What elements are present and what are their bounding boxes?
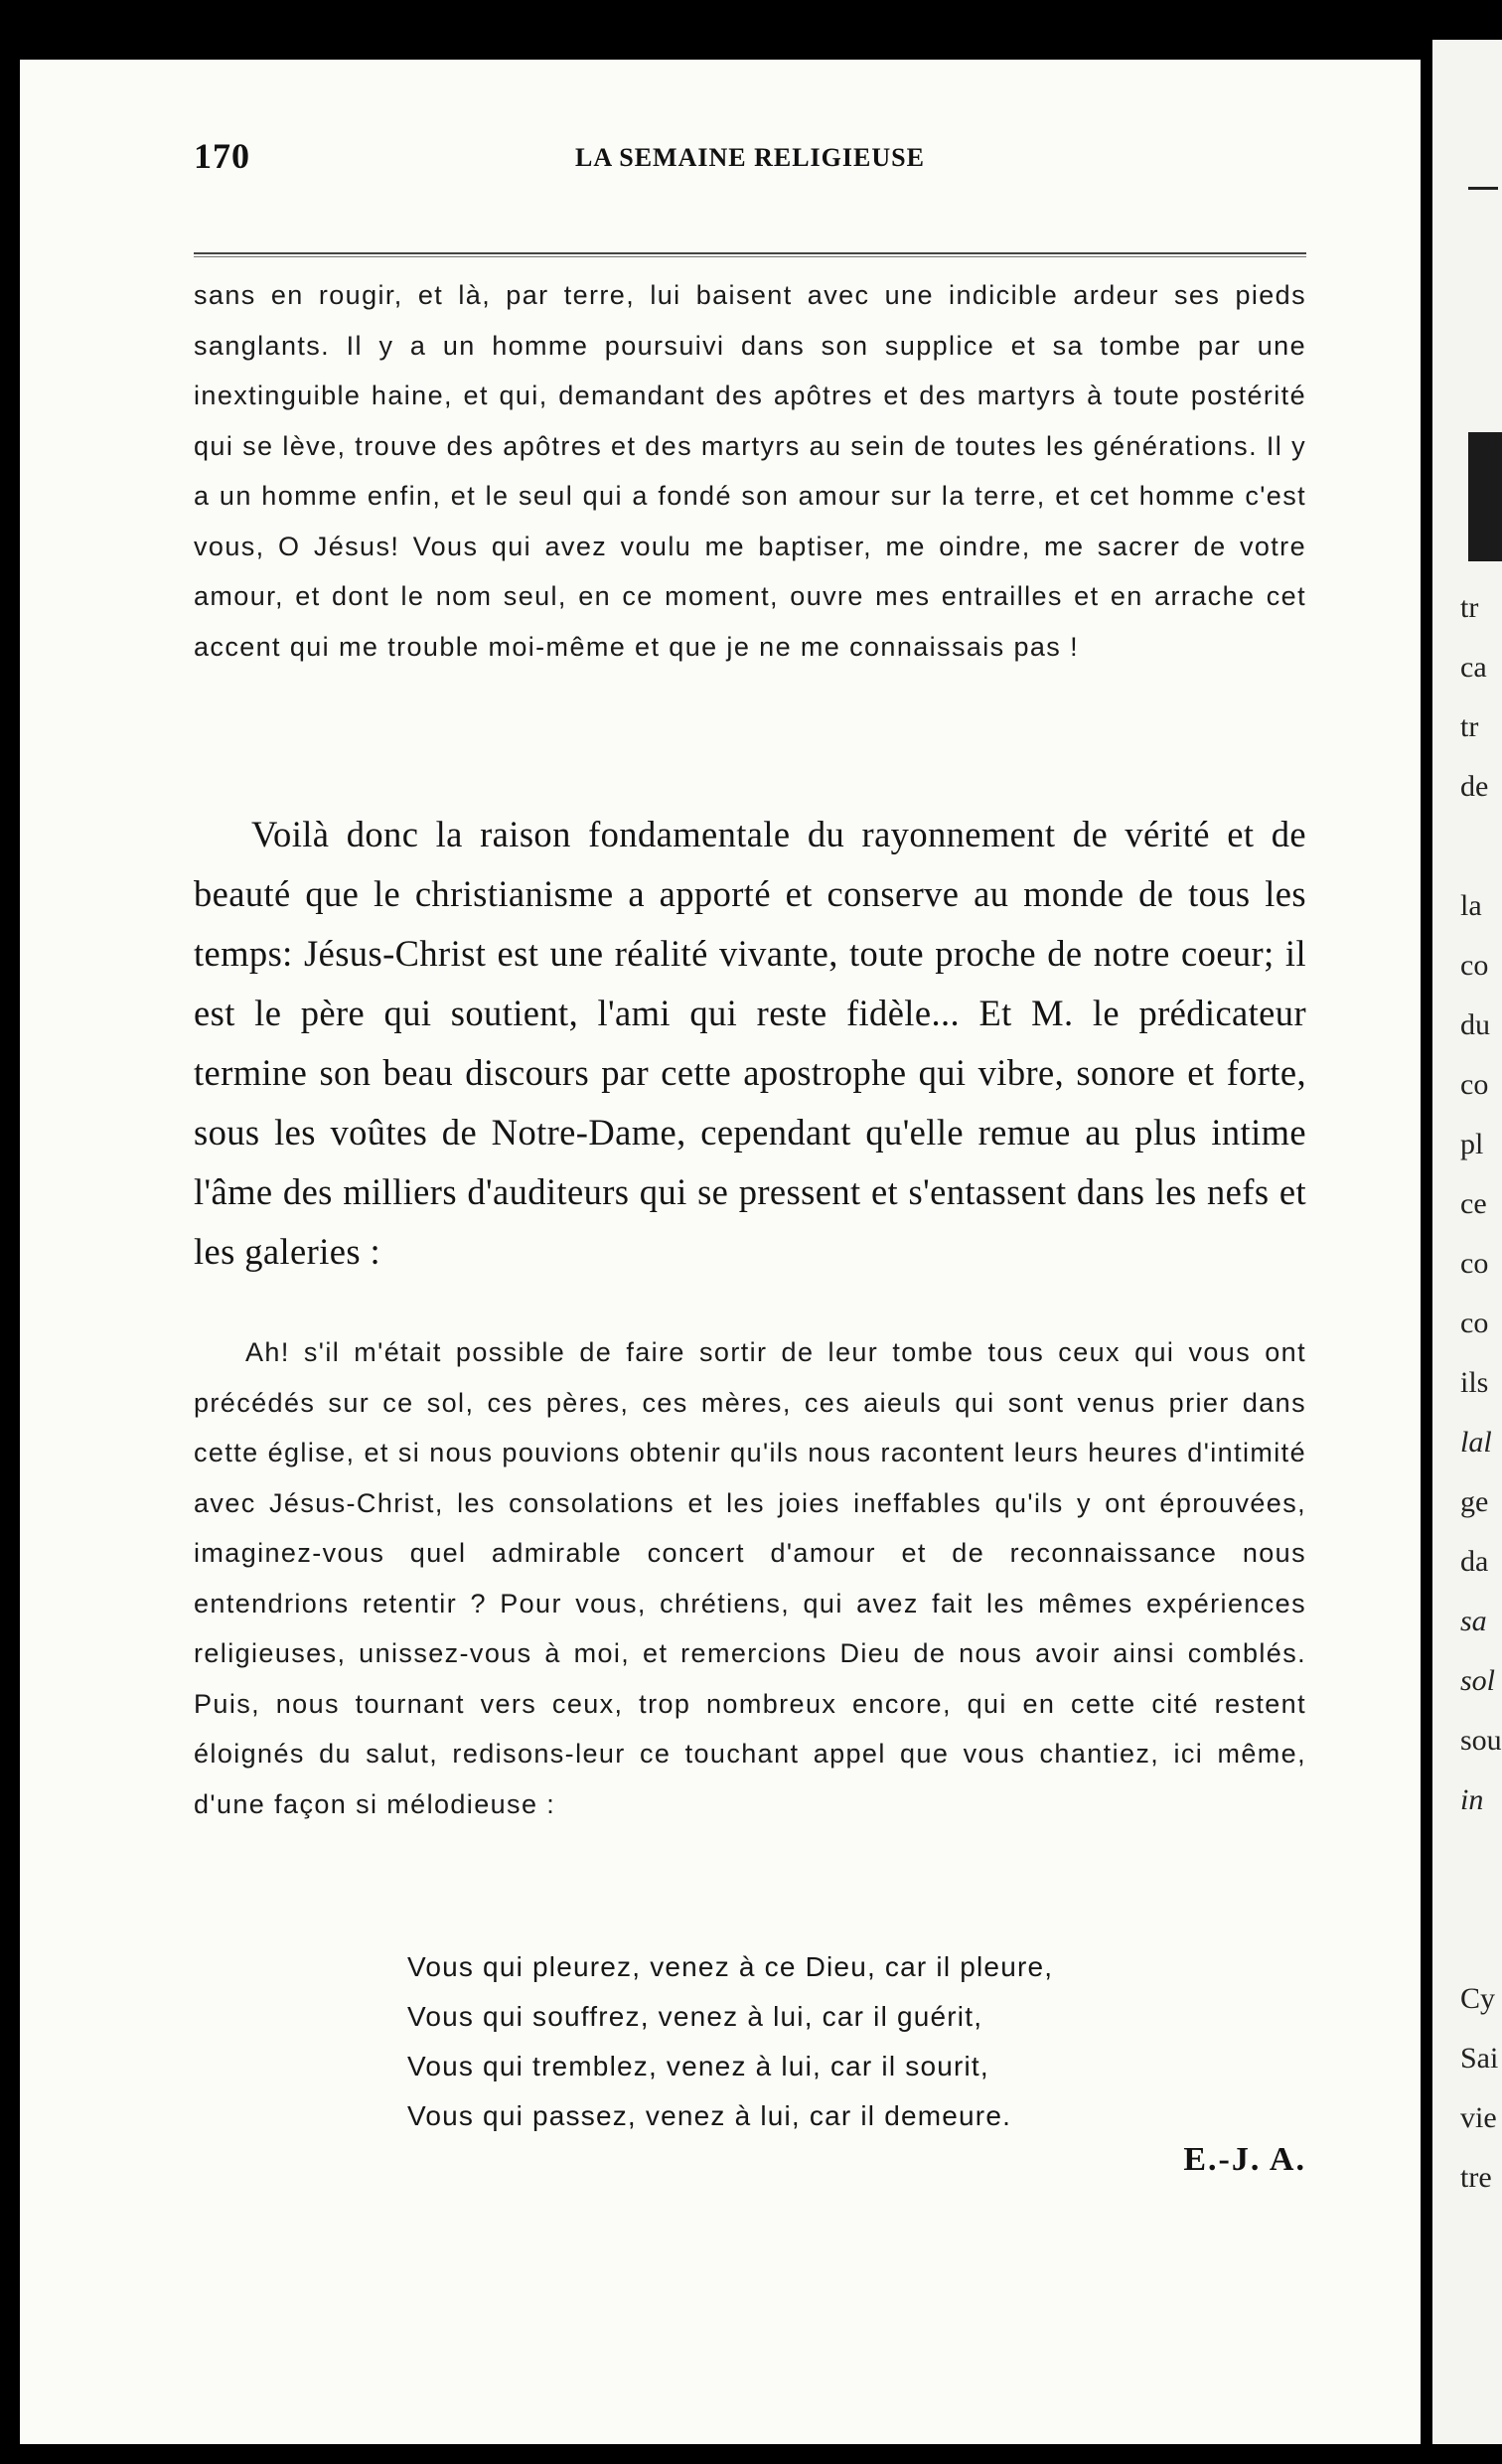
- paragraph-text-1: sans en rougir, et là, par terre, lui baisent avec une indicible ardeur ses pieds sanglants. Il y a un homme poursuivi dans son supplice et sa tombe par une inextinguible haine, et qui, demandant des apôtres et des martyrs à toute postérité qui se lève, trouve des apôtres et des martyrs au sein de toutes les générations. Il y a un homme enfin, et le seul qui a fondé son amour sur la terre, et cet homme c'est vous, O Jésus! Vous qui avez voulu me baptiser, me oindre, me sacrer de votre amour, et dont le nom seul, en ce moment, ouvre mes entrailles et en arrache cet accent qui me trouble moi-même et que je ne me connaissais pas !: [194, 280, 1306, 662]
- adjacent-fragment: de: [1460, 770, 1489, 803]
- sermon-quote: [194, 1327, 1306, 1829]
- adjacent-fragment: tre: [1460, 2161, 1492, 2194]
- running-title: LA SEMAINE RELIGIEUSE: [575, 143, 925, 172]
- poem-line-4: Vous qui passez, venez à lui, car il demeure.: [407, 2100, 1012, 2131]
- poem-line-2: Vous qui souffrez, venez à lui, car il guérit,: [407, 2001, 983, 2032]
- adjacent-emblem: [1468, 432, 1502, 561]
- header-rule: [194, 252, 1306, 254]
- adjacent-fragment: la: [1460, 889, 1482, 922]
- author-signature: E.-J. A.: [1183, 2141, 1306, 2178]
- adjacent-fragment: co: [1460, 949, 1489, 982]
- poem: [407, 1942, 1281, 2141]
- adjacent-fragment: ca: [1460, 651, 1487, 684]
- poem-line-1: Vous qui pleurez, venez à ce Dieu, car il pleure,: [407, 1951, 1054, 1982]
- adjacent-fragment: ce: [1460, 1187, 1487, 1220]
- header-rule-thin: [194, 256, 1306, 257]
- adjacent-fragment: pl: [1460, 1128, 1484, 1160]
- adjacent-fragment: co: [1460, 1247, 1489, 1280]
- paragraph-continuation: [194, 270, 1306, 672]
- adjacent-fragment: ge: [1460, 1485, 1489, 1518]
- adjacent-fragment: co: [1460, 1307, 1489, 1339]
- poem-line-3: Vous qui tremblez, venez à lui, car il sourit,: [407, 2051, 989, 2081]
- adjacent-fragment: lal: [1460, 1426, 1492, 1459]
- adjacent-fragment: co: [1460, 1068, 1489, 1101]
- paragraph-main: [194, 805, 1306, 1282]
- adjacent-fragment: sol: [1460, 1664, 1496, 1697]
- adjacent-fragment: in: [1460, 1783, 1484, 1816]
- adjacent-fragment: du: [1460, 1008, 1490, 1041]
- adjacent-page-sliver: [1432, 40, 1502, 2444]
- paragraph-text-2: Voilà donc la raison fondamentale du rayonnement de vérité et de beauté que le christianisme a apporté et conserve au monde de tous les temps: Jésus-Christ est une réalité vivante, toute proche de notre coeur; il est le père qui soutient, l'ami qui reste fidèle... Et M. le prédicateur termine son beau discours par cette apostrophe qui vibre, sonore et forte, sous les voûtes de Notre-Dame, cependant qu'elle remue au plus intime l'âme des milliers d'auditeurs qui se pressent et s'entassent dans les nefs et les galeries :: [194, 814, 1306, 1272]
- adjacent-fragment: vie: [1460, 2101, 1497, 2134]
- adjacent-fragment: sou: [1460, 1724, 1502, 1757]
- adjacent-fragment: tr: [1460, 710, 1479, 743]
- page-header: [194, 135, 1306, 185]
- paragraph-text-3: Ah! s'il m'était possible de faire sortir de leur tombe tous ceux qui vous ont précédés sur ce sol, ces pères, ces mères, ces aieuls qui sont venus prier dans cette église, et si nous pouvions obtenir qu'ils nous racontent leurs heures d'intimité avec Jésus-Christ, les consolations et les joies ineffables qu'ils y ont éprouvées, imaginez-vous quel admirable concert d'amour et de reconnaissance nous entendrions retentir ? Pour vous, chrétiens, qui avez fait les mêmes expériences religieuses, unissez-vous à moi, et remercions Dieu de nous avoir ainsi comblés. Puis, nous tournant vers ceux, trop nombreux encore, qui en cette cité restent éloignés du salut, redisons-leur ce touchant appel que vous chantiez, ici même, d'une façon si mélodieuse :: [194, 1337, 1306, 1819]
- adjacent-fragment: da: [1460, 1545, 1489, 1578]
- adjacent-fragment: Cy: [1460, 1982, 1496, 2015]
- adjacent-fragment: sa: [1460, 1605, 1487, 1637]
- adjacent-dash: [1468, 187, 1498, 190]
- adjacent-fragment: Sai: [1460, 2042, 1499, 2075]
- adjacent-fragment: ils: [1460, 1366, 1489, 1399]
- adjacent-fragment: tr: [1460, 591, 1479, 624]
- page-number: 170: [194, 136, 250, 176]
